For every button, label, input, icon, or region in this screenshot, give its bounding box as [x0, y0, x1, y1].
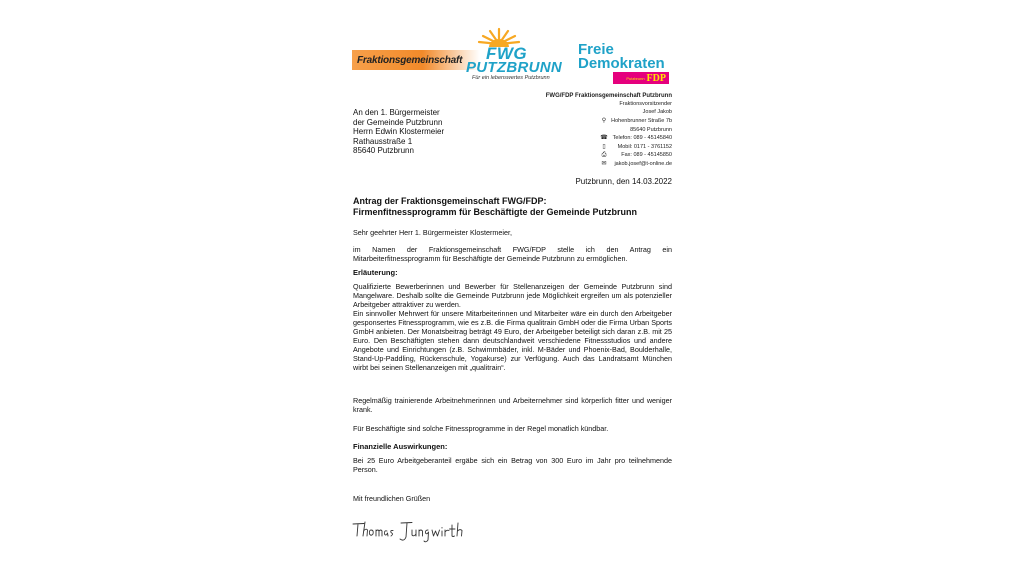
paragraph-2: Ein sinnvoller Mehrwert für unsere Mitarbeiterinnen und Mitarbeiter wäre ein durch den Arbeitgeber gesponsertes Fitnessprogramm, wie es z.B. die Firma qualitrain GmbH oder die Firma Urban Sports GmbH anbieten. Der Monatsbeitrag beträgt 49 Euro, der Arbeitgeber beteiligt sich daran z.B. mit 25 Euro. Den Beschäftigten stehen dann deutschlandweit verschiedene Fitnessstudios und andere Angebote und Einrichtungen (z.B. Schwimmbäder, inkl. M-Bäder und Phoenix-Bad, Boulderhalle, Stand-Up-Paddling, Rückenschule, Yogakurse) zur Verfügung. Auch das Landratsamt München wirbt bei seinen Stellenanzeigen mit „qualitrain“.	[353, 309, 672, 372]
sender-name: Josef Jakob	[642, 109, 672, 115]
fwg-tagline: Für ein lebenswertes Putzbrunn	[472, 75, 550, 81]
sender-block	[546, 92, 672, 116]
sender-role: Fraktionsvorsitzender	[619, 101, 672, 107]
fwg-logo	[466, 26, 566, 84]
fwg-subtitle: PUTZBRUNN	[466, 59, 563, 76]
fdp-logo	[578, 42, 674, 86]
paragraph-1: Qualifizierte Bewerberinnen und Bewerber für Stellenanzeigen der Gemeinde Putzbrunn sind Mangelware. Deshalb sollte die Gemeinde Putzbrunn jede Möglichkeit ergreifen um als potenzieller Arbeitgeber attraktiver zu werden.	[353, 282, 672, 309]
banner-text: Fraktionsgemeinschaft	[357, 54, 463, 66]
city-row	[600, 126, 672, 135]
handwritten-signature	[352, 518, 482, 544]
address-row	[600, 117, 672, 126]
recipient-line-4: Rathausstraße 1	[353, 136, 413, 146]
salutation: Sehr geehrter Herr 1. Bürgermeister Klostermeier,	[353, 228, 512, 237]
sender-city: 85640 Putzbrunn	[630, 126, 672, 133]
email-row	[600, 160, 672, 169]
mobile-phone-icon: ▯	[602, 143, 606, 150]
letter-date: Putzbrunn, den 14.03.2022	[575, 177, 672, 186]
recipient-line-1: An den 1. Bürgermeister	[353, 108, 440, 117]
recipient-line-5: 85640 Putzbrunn	[353, 146, 414, 155]
phone-row	[600, 134, 672, 143]
recipient-line-2: der Gemeinde Putzbrunn	[353, 117, 443, 127]
recipient-line-3: Herrn Edwin Klostermeier	[353, 127, 445, 136]
closing: Mit freundlichen Grüßen	[353, 494, 431, 503]
fdp-line1: Freie	[578, 41, 614, 58]
fwg-title: FWG	[486, 44, 528, 63]
fdp-bar	[613, 72, 669, 84]
explanation-heading: Erläuterung:	[353, 268, 398, 277]
fdp-line2: Demokraten	[578, 55, 665, 72]
contact-block	[600, 117, 672, 168]
paragraph-4: Für Beschäftigte sind solche Fitnessprogramme in der Regel monatlich kündbar.	[353, 424, 609, 433]
sender-phone: Telefon: 089 - 45145840	[612, 135, 672, 141]
fax-icon: ⎙	[601, 152, 607, 158]
phone-icon: ☎	[600, 135, 608, 141]
sender-mobile: Mobil: 0171 - 3761152	[617, 143, 672, 150]
letter-subject	[353, 196, 637, 218]
paragraph-3: Regelmäßig trainierende Arbeitnehmerinnen und Arbeiternehmer sind körperlich fitter und weniger krank.	[353, 396, 672, 414]
subject-line-1: Antrag der Fraktionsgemeinschaft FWG/FDP:	[353, 196, 547, 206]
sender-street: Hohenbrunner Straße 7b	[611, 118, 672, 124]
fdp-big-text: FDP	[646, 72, 666, 84]
sender-fax: Fax: 089 - 45145850	[621, 152, 672, 158]
finance-heading: Finanzielle Auswirkungen:	[353, 442, 448, 451]
fraktionsgemeinschaft-banner	[352, 50, 480, 70]
subject-line-2: Firmenfitnessprogramm für Beschäftigte der Gemeinde Putzbrunn	[353, 207, 638, 217]
mobile-row	[600, 143, 672, 152]
sender-org: FWG/FDP Fraktionsgemeinschaft Putzbrunn	[545, 93, 672, 99]
fdp-small-text: Putzbrunn	[626, 75, 645, 81]
recipient-address	[353, 108, 444, 156]
sender-email: jakob.josef@t-online.de	[614, 160, 672, 167]
envelope-icon: ✉	[601, 160, 607, 167]
paragraph-5: Bei 25 Euro Arbeitgeberanteil ergäbe sich ein Betrag von 300 Euro im Jahr pro teilnehmende Person.	[353, 456, 672, 474]
intro-paragraph: im Namen der Fraktionsgemeinschaft FWG/FDP stelle ich den Antrag ein Mitarbeiterfitnessprogramm für Beschäftigte der Gemeinde Putzbrunn zu ermöglichen.	[353, 245, 672, 263]
location-pin-icon: ⚲	[601, 118, 607, 124]
fax-row	[600, 151, 672, 160]
